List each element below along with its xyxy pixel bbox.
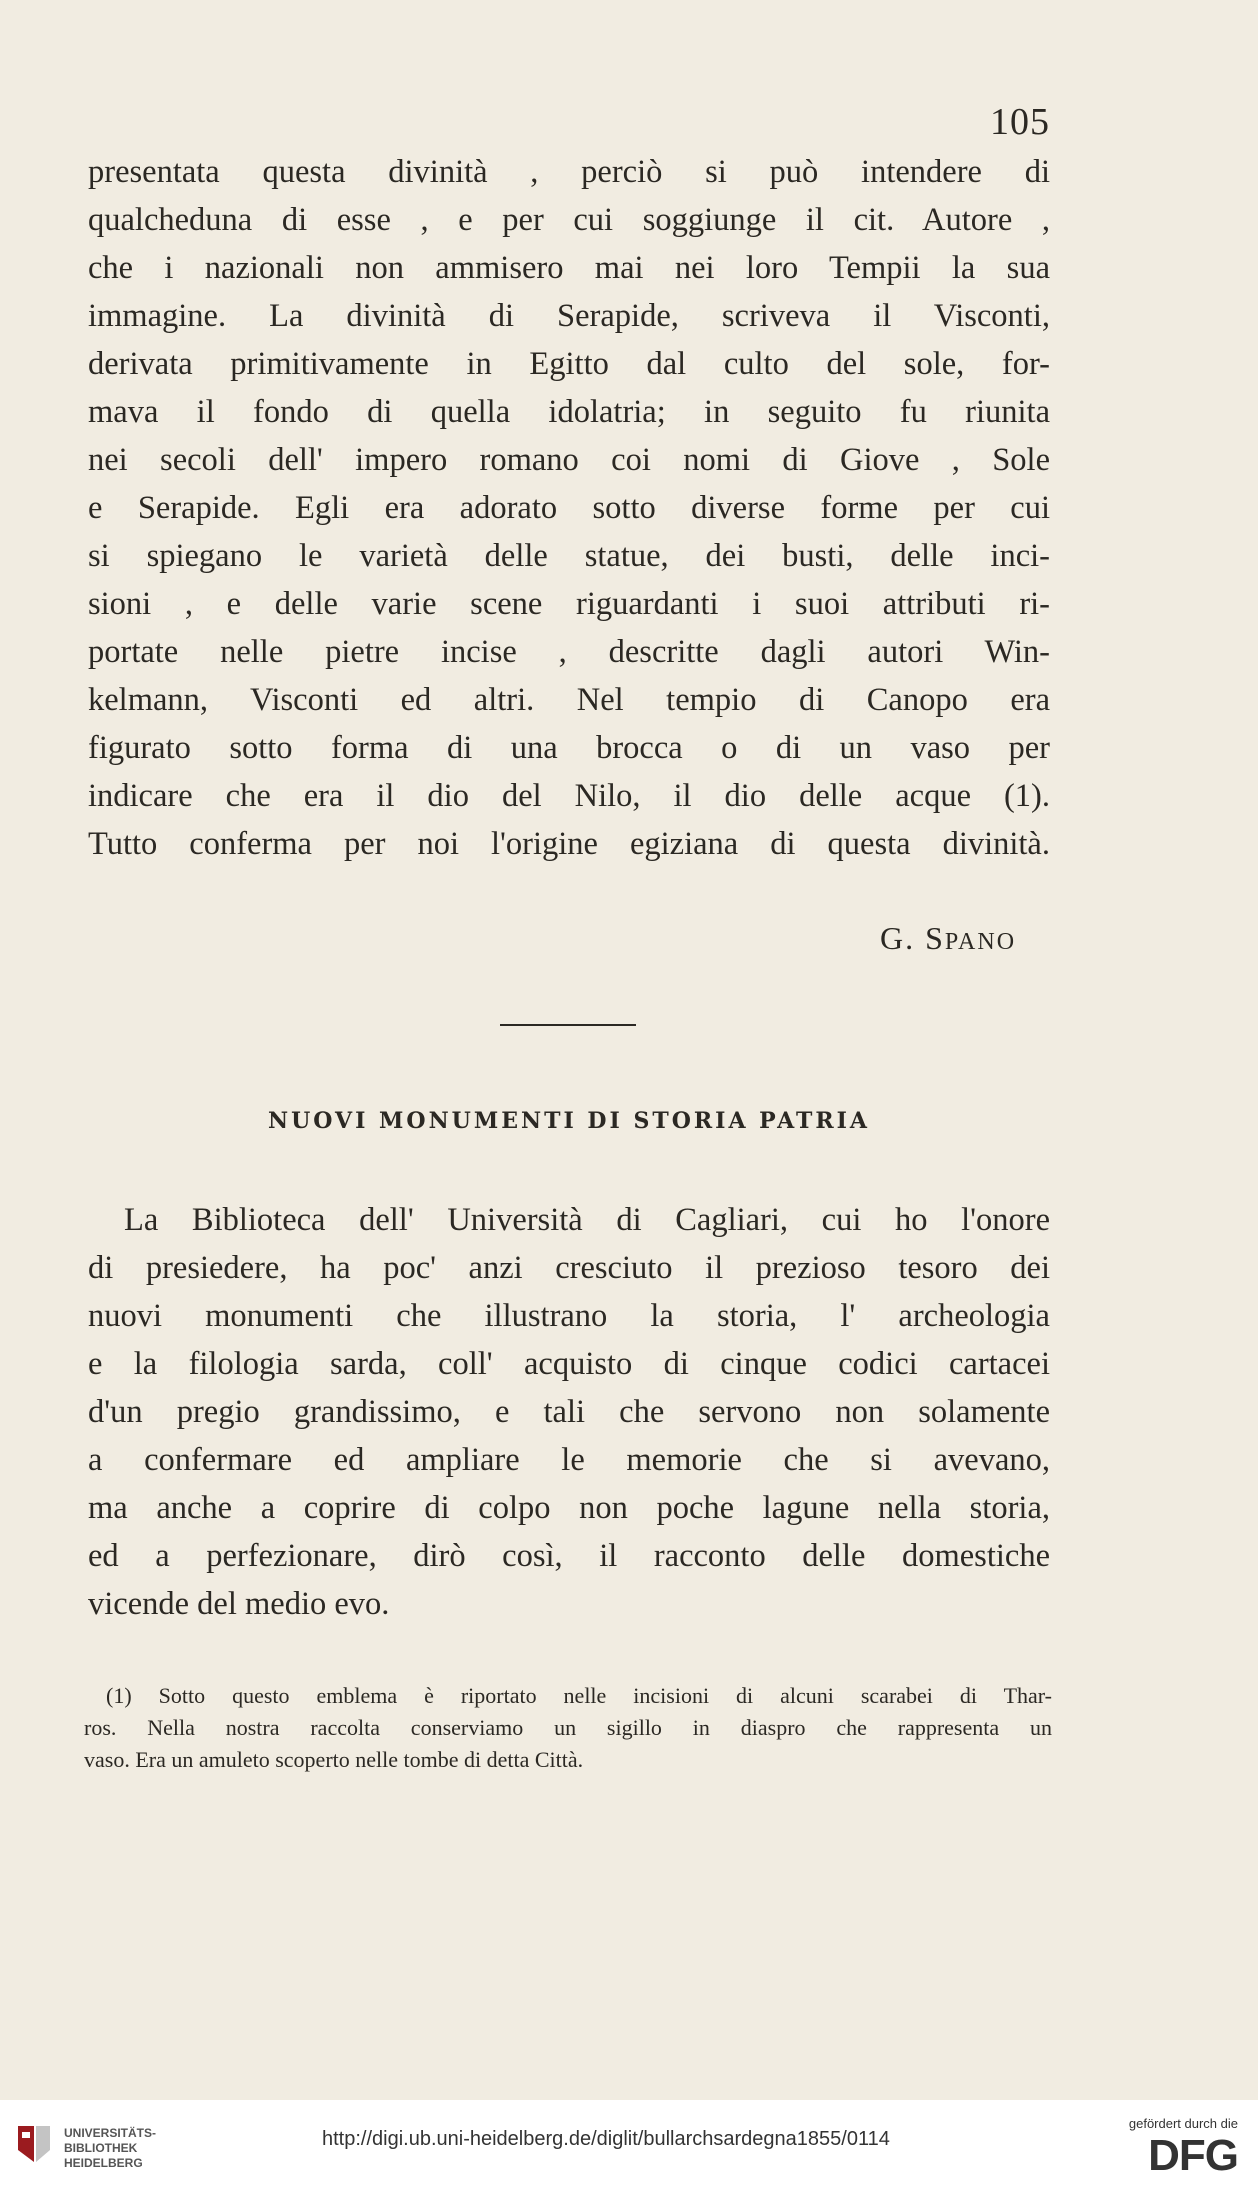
- dfg-logo: DFG: [1148, 2131, 1238, 2180]
- viewer-footer: [0, 2100, 1258, 2188]
- text-line: sioni , e delle varie scene riguardanti i suoi attributi ri-: [88, 586, 1050, 622]
- text-line: qualcheduna di esse , e per cui soggiunge il cit. Autore ,: [88, 202, 1050, 238]
- text-line: indicare che era il dio del Nilo, il dio delle acque (1).: [88, 778, 1050, 814]
- library-logo[interactable]: [14, 2114, 164, 2174]
- section-heading: NUOVI MONUMENTI DI STORIA PATRIA: [267, 1108, 871, 1134]
- text-line: La Biblioteca dell' Università di Cagliari, cui ho l'onore: [124, 1202, 1050, 1238]
- text-line: figurato sotto forma di una brocca o di un vaso per: [88, 730, 1050, 766]
- footnote-line: (1) Sotto questo emblema è riportato nelle incisioni di alcuni scarabei di Thar-: [106, 1683, 1052, 1708]
- author-signature: [880, 920, 1016, 957]
- sponsor-caption: gefördert durch die: [1128, 2116, 1238, 2131]
- text-line: e la filologia sarda, coll' acquisto di cinque codici cartacei: [88, 1346, 1050, 1382]
- text-line: derivata primitivamente in Egitto dal culto del sole, for-: [88, 346, 1050, 382]
- section-divider: [500, 1024, 636, 1026]
- signature-initial: G. S: [880, 920, 945, 956]
- permalink-url[interactable]: http://digi.ub.uni-heidelberg.de/diglit/bullarchsardegna1855/0114: [322, 2128, 890, 2150]
- text-line: d'un pregio grandissimo, e tali che servono non solamente: [88, 1394, 1050, 1430]
- heidelberg-crest-icon: [14, 2122, 54, 2166]
- text-line: Tutto conferma per noi l'origine egiziana di questa divinità.: [88, 826, 1050, 862]
- footnote-line: ros. Nella nostra raccolta conserviamo un sigillo in diaspro che rappresenta un: [84, 1715, 1052, 1740]
- text-line: kelmann, Visconti ed altri. Nel tempio di Canopo era: [88, 682, 1050, 718]
- text-line: mava il fondo di quella idolatria; in seguito fu riunita: [88, 394, 1050, 430]
- text-line: portate nelle pietre incise , descritte dagli autori Win-: [88, 634, 1050, 670]
- text-line: a confermare ed ampliare le memorie che si avevano,: [88, 1442, 1050, 1478]
- signature-surname: PANO: [944, 929, 1017, 955]
- text-line: nuovi monumenti che illustrano la storia, l' archeologia: [88, 1298, 1050, 1334]
- library-name: UNIVERSITÄTS- BIBLIOTHEK HEIDELBERG: [64, 2126, 157, 2170]
- footnote: [84, 1680, 1052, 1776]
- text-line: di presiedere, ha poc' anzi cresciuto il prezioso tesoro dei: [88, 1250, 1050, 1286]
- article-monumenti-text: [88, 1196, 1050, 1628]
- text-line: ed a perfezionare, dirò così, il racconto delle domestiche: [88, 1538, 1050, 1574]
- text-line: che i nazionali non ammisero mai nei loro Tempii la sua: [88, 250, 1050, 286]
- text-line: presentata questa divinità , perciò si può intendere di: [88, 154, 1050, 190]
- text-line: immagine. La divinità di Serapide, scriveva il Visconti,: [88, 298, 1050, 334]
- article-serapide-text: [88, 148, 1050, 868]
- footnote-line: vaso. Era un amuleto scoperto nelle tombe di detta Città.: [84, 1747, 584, 1772]
- sponsor-logo[interactable]: [1088, 2116, 1238, 2181]
- text-line: si spiegano le varietà delle statue, dei busti, delle inci-: [88, 538, 1050, 574]
- text-line: e Serapide. Egli era adorato sotto diverse forme per cui: [88, 490, 1050, 526]
- text-line: vicende del medio evo.: [88, 1586, 390, 1622]
- page-number: 105: [990, 101, 1050, 143]
- text-line: ma anche a coprire di colpo non poche lagune nella storia,: [88, 1490, 1050, 1526]
- text-line: nei secoli dell' impero romano coi nomi di Giove , Sole: [88, 442, 1050, 478]
